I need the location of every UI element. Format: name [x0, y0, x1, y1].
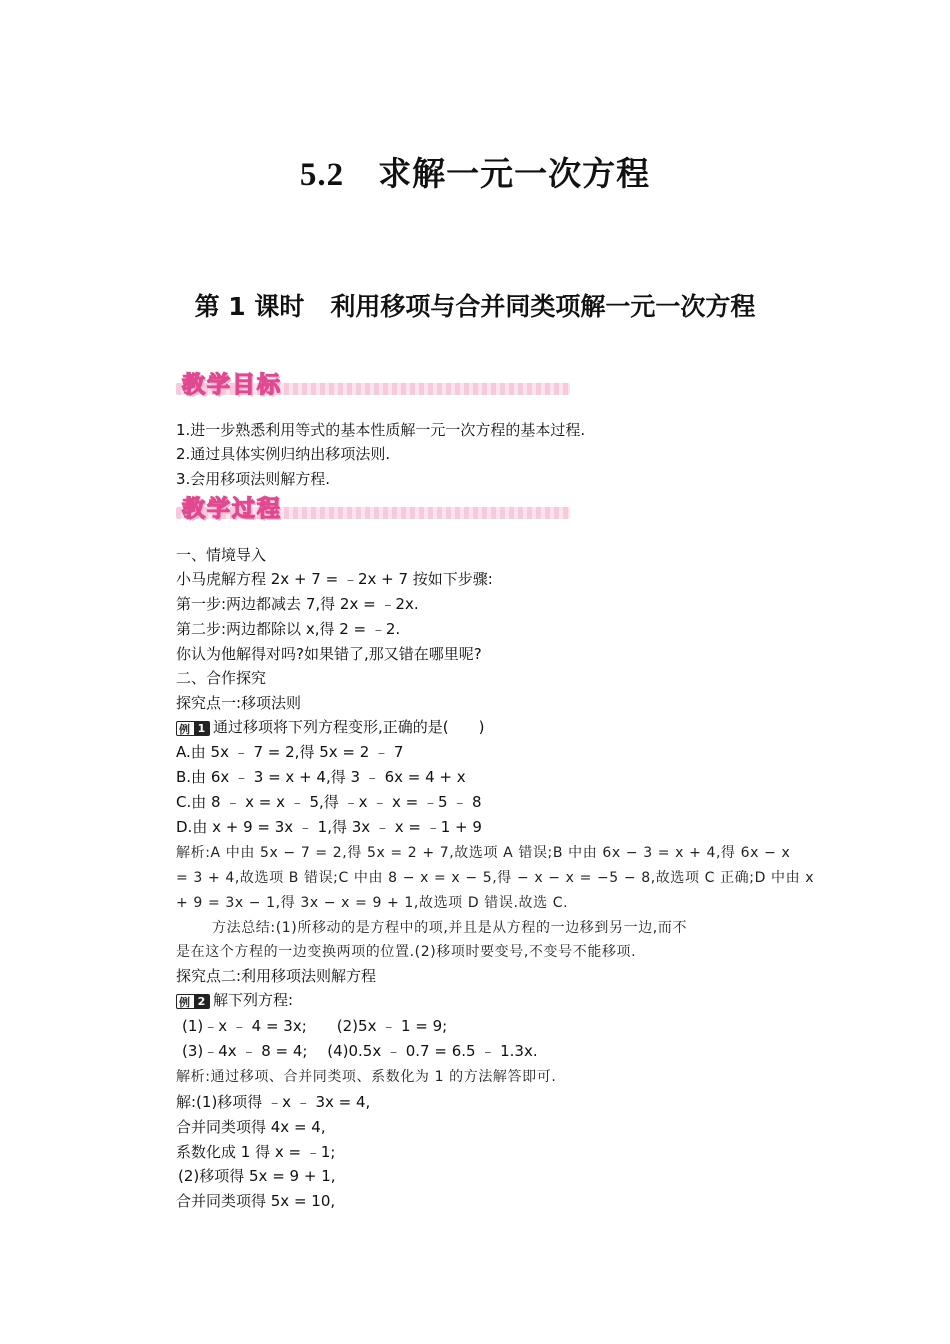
point2-heading: 探究点二:利用移项法则解方程 [176, 967, 377, 985]
section-number: 5.2 [299, 157, 345, 193]
objectives-banner [176, 368, 570, 398]
lesson-topic: 利用移项与合并同类项解一元一次方程 [330, 292, 756, 321]
page-title [0, 148, 950, 195]
option-d: D.由 x + 9 = 3x ﹣ 1,得 3x ﹣ x = ﹣1 + 9 [176, 818, 482, 836]
objective-item: 3.会用移项法则解方程. [176, 470, 331, 488]
section-title: 求解一元一次方程 [378, 154, 651, 193]
analysis1-line: = 3 + 4,故选项 B 错误;C 中由 8 − x = x − 5,得 − x − x = −5 − 8,故选项 C 正确;D 中由 x [176, 870, 815, 886]
intro-line: 第二步:两边都除以 x,得 2 = ﹣2. [176, 620, 401, 638]
objectives-heading: 教学目标 [182, 372, 282, 398]
option-a: A.由 5x ﹣ 7 = 2,得 5x = 2 ﹣ 7 [176, 743, 404, 761]
process-banner [176, 492, 570, 522]
example1-tag: 例 1 [176, 721, 210, 736]
analysis1-line: 解析:A 中由 5x − 7 = 2,得 5x = 2 + 7,故选项 A 错误;B 中由 6x − 3 = x + 4,得 6x − x [176, 845, 791, 861]
analysis1-line: + 9 = 3x − 1,得 3x − x = 9 + 1,故选项 D 错误.故选 C. [176, 895, 569, 911]
objective-item: 1.进一步熟悉利用等式的基本性质解一元一次方程的基本过程. [176, 421, 586, 439]
option-c: C.由 8 ﹣ x = x ﹣ 5,得 ﹣x ﹣ x = ﹣5 ﹣ 8 [176, 793, 482, 811]
objective-item: 2.通过具体实例归纳出移项法则. [176, 445, 391, 463]
solution-line: 合并同类项得 5x = 10, [176, 1192, 336, 1210]
problem-row: (3)﹣4x ﹣ 8 = 4; (4)0.5x ﹣ 0.7 = 6.5 ﹣ 1.3x. [182, 1042, 538, 1060]
solution-line: 系数化成 1 得 x = ﹣1; [176, 1143, 336, 1161]
analysis2: 解析:通过移项、合并同类项、系数化为 1 的方法解答即可. [176, 1069, 557, 1085]
intro-line: 你认为他解得对吗?如果错了,那又错在哪里呢? [176, 645, 482, 663]
method-summary: 是在这个方程的一边变换两项的位置.(2)移项时要变号,不变号不能移项. [176, 944, 637, 960]
intro-line: 第一步:两边都减去 7,得 2x = ﹣2x. [176, 595, 419, 613]
example1-question: 例 1 通过移项将下列方程变形,正确的是( ) [176, 716, 484, 738]
lesson-number: 第 1 课时 [194, 292, 305, 321]
option-b: B.由 6x ﹣ 3 = x + 4,得 3 ﹣ 6x = 4 + x [176, 768, 466, 786]
lesson-title [0, 287, 950, 323]
solution-line: 解:(1)移项得 ﹣x ﹣ 3x = 4, [176, 1093, 371, 1111]
point1-heading: 探究点一:移项法则 [176, 694, 302, 712]
problem-row: (1)﹣x ﹣ 4 = 3x; (2)5x ﹣ 1 = 9; [182, 1017, 448, 1035]
cooperate-heading: 二、合作探究 [176, 669, 267, 687]
process-heading: 教学过程 [182, 496, 282, 522]
solution-line: (2)移项得 5x = 9 + 1, [178, 1167, 336, 1185]
example2-question: 例 2 解下列方程: [176, 989, 293, 1011]
solution-line: 合并同类项得 4x = 4, [176, 1118, 326, 1136]
intro-line: 小马虎解方程 2x + 7 = ﹣2x + 7 按如下步骤: [176, 570, 493, 588]
method-summary: 方法总结:(1)所移动的是方程中的项,并且是从方程的一边移到另一边,而不 [212, 920, 688, 936]
intro-heading: 一、情境导入 [176, 546, 267, 564]
example2-tag: 例 2 [176, 994, 210, 1009]
